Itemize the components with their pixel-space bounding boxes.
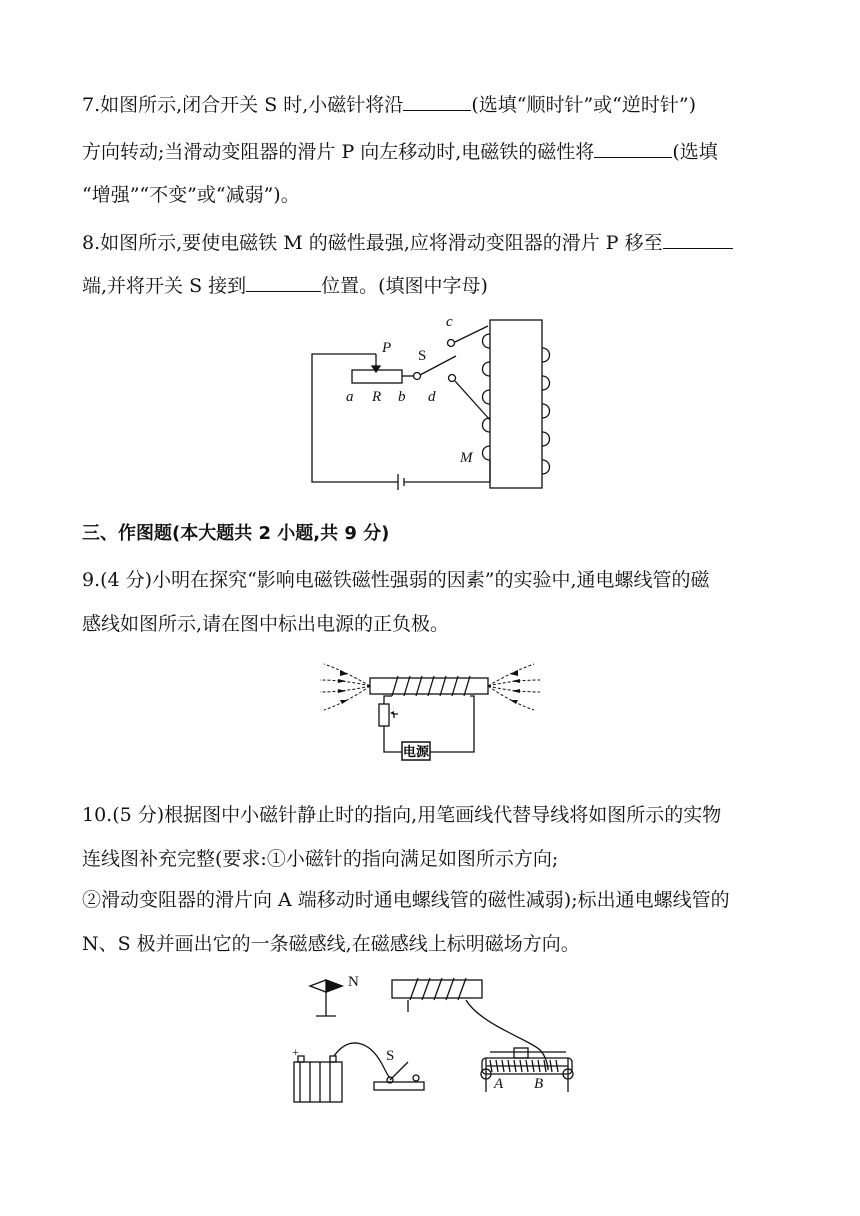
q7-text-2a: 方向转动;当滑动变阻器的滑片 P 向左移动时,电磁铁的磁性将 [82,141,595,163]
label-b: b [398,389,406,405]
q10-line-3: ②滑动变阻器的滑片向 A 端移动时通电螺线管的磁性减弱);标出通电螺线管的 [82,889,730,911]
q7-line-1 [82,92,696,118]
q9-solenoid-figure [318,656,548,768]
label-a: a [346,389,354,405]
q8-line-2 [82,273,488,299]
q7-blank-2[interactable] [594,139,672,158]
q8-circuit-figure [300,312,550,497]
label-p: P [382,340,392,356]
q9-line-1: 9.(4 分)小明在探究“影响电磁铁磁性强弱的因素”的实验中,通电螺线管的磁 [82,569,710,591]
q7-text-2b: (选填 [672,141,718,163]
q10-apparatus-figure [290,964,590,1114]
q7-line-3 [82,182,300,208]
q7-line-2 [82,139,718,165]
q9-line-2: 感线如图所示,请在图中标出电源的正负极。 [82,613,450,635]
q8-text-2a: 端,并将开关 S 接到 [82,275,247,297]
label-n: N [348,974,359,990]
q10-line-1: 10.(5 分)根据图中小磁针静止时的指向,用笔画线代替导线将如图所示的实物 [82,804,722,826]
q8-text-1: 8.如图所示,要使电磁铁 M 的磁性最强,应将滑动变阻器的滑片 P 移至 [82,232,663,254]
q7-blank-1[interactable] [403,92,471,111]
label-c: c [446,314,453,330]
q8-text-2b: 位置。(填图中字母) [321,275,488,297]
q7-text-1b: (选填“顺时针”或“逆时针”) [471,94,696,116]
q10-line-2: 连线图补充完整(要求:①小磁针的指向满足如图所示方向; [82,848,559,870]
q8-line-1 [82,230,733,256]
q8-blank-2[interactable] [246,273,321,292]
label-m: M [460,450,473,466]
power-source-label: 电源 [402,744,430,759]
label-end-a: A [494,1076,504,1092]
q7-text-1a: 7.如图所示,闭合开关 S 时,小磁针将沿 [82,94,404,116]
label-r: R [372,389,382,405]
label-end-b: B [534,1076,544,1092]
q7-text-3: “增强”“不变”或“减弱”)。 [82,184,300,206]
label-s: S [418,348,427,364]
q10-line-4: N、S 极并画出它的一条磁感线,在磁感线上标明磁场方向。 [82,933,580,955]
section-heading: 三、作图题(本大题共 2 小题,共 9 分) [82,523,390,544]
label-plus: + [292,1045,299,1059]
label-switch-s: S [386,1048,395,1064]
q8-blank-1[interactable] [663,230,733,249]
label-d: d [428,389,436,405]
